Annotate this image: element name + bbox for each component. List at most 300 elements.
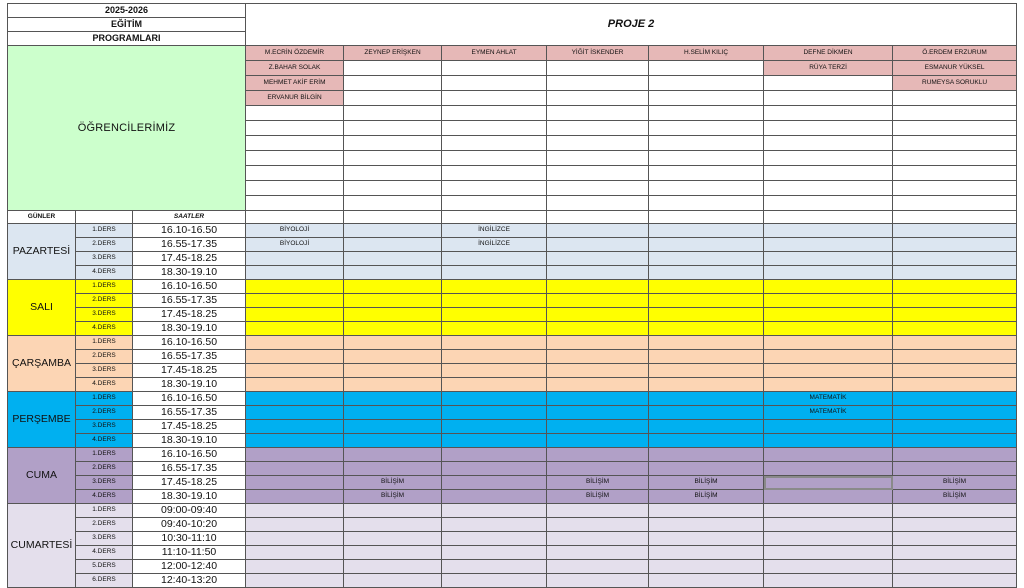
student-cell[interactable] [344,166,442,181]
student-cell[interactable]: MEHMET AKİF ERİM [246,76,344,91]
student-cell[interactable] [547,91,649,106]
subject-cell[interactable] [649,364,764,378]
lesson-number[interactable]: 3.DERS [76,532,133,546]
subject-cell[interactable] [764,238,893,252]
hours-header[interactable]: SAATLER [133,211,246,224]
student-cell[interactable] [344,196,442,211]
subject-cell[interactable] [442,490,547,504]
student-cell[interactable] [547,76,649,91]
student-cell[interactable] [764,91,893,106]
subject-cell[interactable] [764,364,893,378]
subject-cell[interactable] [764,336,893,350]
header-cell[interactable] [547,211,649,224]
lesson-time[interactable]: 12:00-12:40 [133,560,246,574]
subject-cell[interactable] [246,476,344,490]
student-cell[interactable] [764,196,893,211]
subject-cell[interactable] [893,406,1017,420]
header-cell[interactable] [344,211,442,224]
subject-cell[interactable] [547,350,649,364]
subject-cell[interactable] [442,336,547,350]
day-label[interactable]: PAZARTESİ [8,224,76,280]
subject-cell[interactable] [442,308,547,322]
header-cell[interactable] [246,211,344,224]
lesson-time[interactable]: 16.55-17.35 [133,238,246,252]
student-cell[interactable] [246,166,344,181]
lesson-number[interactable]: 3.DERS [76,308,133,322]
subject-cell[interactable] [764,378,893,392]
student-cell[interactable] [893,121,1017,136]
lesson-time[interactable]: 16.10-16.50 [133,336,246,350]
subject-cell[interactable] [547,364,649,378]
student-cell[interactable] [442,106,547,121]
lesson-time[interactable]: 18.30-19.10 [133,490,246,504]
subject-cell[interactable] [246,308,344,322]
subject-cell[interactable] [442,280,547,294]
student-cell[interactable] [442,166,547,181]
student-cell[interactable] [246,106,344,121]
subject-cell[interactable] [649,322,764,336]
subject-cell[interactable] [547,252,649,266]
subject-cell[interactable] [344,224,442,238]
subject-cell[interactable] [764,266,893,280]
subject-cell[interactable] [344,378,442,392]
subject-cell[interactable] [442,532,547,546]
subject-cell[interactable] [649,420,764,434]
header-cell[interactable] [442,211,547,224]
subject-cell[interactable] [893,504,1017,518]
lesson-time[interactable]: 18.30-19.10 [133,378,246,392]
student-cell[interactable]: RÜYA TERZİ [764,61,893,76]
subject-cell[interactable] [764,308,893,322]
student-cell[interactable] [893,91,1017,106]
subject-cell[interactable] [442,364,547,378]
subject-cell[interactable] [893,448,1017,462]
subject-cell[interactable] [764,252,893,266]
student-cell[interactable] [442,76,547,91]
subject-cell[interactable] [344,336,442,350]
student-cell[interactable] [344,61,442,76]
subject-cell[interactable] [547,518,649,532]
subject-cell[interactable] [442,560,547,574]
lesson-number[interactable]: 4.DERS [76,378,133,392]
student-cell[interactable] [442,196,547,211]
lesson-time[interactable]: 16.10-16.50 [133,392,246,406]
lesson-time[interactable]: 18.30-19.10 [133,434,246,448]
subject-cell[interactable] [649,504,764,518]
student-cell[interactable] [649,181,764,196]
lesson-time[interactable]: 17.45-18.25 [133,308,246,322]
subject-cell[interactable] [649,518,764,532]
subject-cell[interactable] [246,294,344,308]
subject-cell[interactable] [649,350,764,364]
student-cell[interactable] [893,196,1017,211]
subject-cell[interactable] [649,574,764,588]
subject-cell[interactable] [442,546,547,560]
subject-cell[interactable] [547,336,649,350]
subject-cell[interactable] [893,518,1017,532]
subject-cell[interactable] [344,364,442,378]
lesson-number[interactable]: 4.DERS [76,266,133,280]
day-label[interactable]: ÇARŞAMBA [8,336,76,392]
subject-cell[interactable] [547,378,649,392]
subject-cell[interactable] [246,560,344,574]
subject-cell[interactable] [442,322,547,336]
subject-cell[interactable]: BİLİŞİM [649,490,764,504]
subject-cell[interactable]: BİYOLOJİ [246,238,344,252]
subject-cell[interactable] [547,560,649,574]
student-cell[interactable] [344,181,442,196]
subject-cell[interactable] [764,462,893,476]
subject-cell[interactable] [547,546,649,560]
subject-cell[interactable]: BİLİŞİM [344,476,442,490]
student-cell[interactable] [649,106,764,121]
student-cell[interactable] [649,166,764,181]
subject-cell[interactable]: BİLİŞİM [893,476,1017,490]
subject-cell[interactable] [344,406,442,420]
lesson-number[interactable]: 2.DERS [76,294,133,308]
lesson-number[interactable]: 1.DERS [76,448,133,462]
subject-cell[interactable] [649,462,764,476]
student-cell[interactable] [764,181,893,196]
lesson-time[interactable]: 09:40-10:20 [133,518,246,532]
subject-cell[interactable] [893,238,1017,252]
subject-cell[interactable]: BİLİŞİM [344,490,442,504]
lesson-number[interactable]: 2.DERS [76,238,133,252]
lesson-number[interactable]: 1.DERS [76,336,133,350]
subject-cell[interactable] [893,280,1017,294]
student-cell[interactable] [344,121,442,136]
student-cell[interactable] [764,166,893,181]
subject-cell[interactable] [442,574,547,588]
day-label[interactable]: SALI [8,280,76,336]
subject-cell[interactable] [547,434,649,448]
student-cell[interactable] [344,151,442,166]
subject-cell[interactable] [547,280,649,294]
student-cell[interactable]: ZEYNEP ERİŞKEN [344,46,442,61]
lesson-number[interactable]: 4.DERS [76,434,133,448]
students-label[interactable]: ÖĞRENCİLERİMİZ [8,46,246,211]
student-cell[interactable]: EYMEN AHLAT [442,46,547,61]
subject-cell[interactable] [893,364,1017,378]
subject-cell[interactable] [246,462,344,476]
subject-cell[interactable] [764,448,893,462]
day-label[interactable]: CUMARTESİ [8,504,76,588]
subject-cell[interactable] [442,266,547,280]
days-header[interactable]: GÜNLER [8,211,76,224]
subject-cell[interactable] [764,434,893,448]
student-cell[interactable] [893,181,1017,196]
lesson-time[interactable]: 16.55-17.35 [133,294,246,308]
subject-cell[interactable] [442,378,547,392]
lesson-number[interactable]: 6.DERS [76,574,133,588]
student-cell[interactable] [344,106,442,121]
day-label[interactable]: CUMA [8,448,76,504]
lesson-time[interactable]: 18.30-19.10 [133,322,246,336]
lesson-number[interactable]: 2.DERS [76,406,133,420]
subject-cell[interactable] [442,518,547,532]
subject-cell[interactable] [246,490,344,504]
subject-cell[interactable] [442,448,547,462]
subject-cell[interactable] [893,308,1017,322]
student-cell[interactable] [649,91,764,106]
subject-cell[interactable] [442,252,547,266]
lesson-time[interactable]: 16.55-17.35 [133,406,246,420]
subject-cell[interactable] [649,378,764,392]
subject-cell[interactable] [764,560,893,574]
subject-cell[interactable] [649,392,764,406]
subject-cell[interactable]: BİYOLOJİ [246,224,344,238]
subject-cell[interactable] [344,392,442,406]
subject-cell[interactable] [764,490,893,504]
subject-cell[interactable] [893,336,1017,350]
subject-cell[interactable] [246,322,344,336]
student-cell[interactable] [764,106,893,121]
lesson-number[interactable]: 4.DERS [76,546,133,560]
lesson-time[interactable]: 16.10-16.50 [133,448,246,462]
header-cell[interactable] [764,211,893,224]
subject-cell[interactable] [547,504,649,518]
subject-cell[interactable]: İNGİLİZCE [442,238,547,252]
subject-cell[interactable] [764,224,893,238]
student-cell[interactable]: Ö.ERDEM ERZURUM [893,46,1017,61]
lesson-number[interactable]: 3.DERS [76,364,133,378]
subject-cell[interactable] [344,560,442,574]
lesson-number[interactable]: 3.DERS [76,420,133,434]
subject-cell[interactable] [442,504,547,518]
subject-cell[interactable] [547,574,649,588]
lesson-time[interactable]: 17.45-18.25 [133,364,246,378]
subject-cell[interactable] [764,420,893,434]
subject-cell[interactable] [246,504,344,518]
subject-cell[interactable] [246,532,344,546]
student-cell[interactable] [246,181,344,196]
subject-cell[interactable] [246,434,344,448]
subject-cell[interactable] [246,448,344,462]
subject-cell[interactable] [764,476,893,490]
student-cell[interactable] [344,76,442,91]
student-cell[interactable] [649,196,764,211]
subject-cell[interactable] [246,336,344,350]
student-cell[interactable] [246,121,344,136]
subject-cell[interactable] [649,336,764,350]
student-cell[interactable] [442,181,547,196]
day-label[interactable]: PERŞEMBE [8,392,76,448]
subject-cell[interactable] [547,322,649,336]
subject-cell[interactable] [246,252,344,266]
subject-cell[interactable] [442,350,547,364]
subject-cell[interactable] [344,280,442,294]
student-cell[interactable] [547,196,649,211]
student-cell[interactable] [893,106,1017,121]
lesson-time[interactable]: 16.55-17.35 [133,350,246,364]
student-cell[interactable] [442,136,547,151]
student-cell[interactable]: YİĞİT İSKENDER [547,46,649,61]
subject-cell[interactable] [246,378,344,392]
lesson-number[interactable]: 3.DERS [76,476,133,490]
lesson-time[interactable]: 17.45-18.25 [133,252,246,266]
lesson-number[interactable]: 1.DERS [76,504,133,518]
subject-cell[interactable] [649,406,764,420]
lesson-number[interactable]: 1.DERS [76,392,133,406]
subject-cell[interactable] [764,518,893,532]
subject-cell[interactable] [649,434,764,448]
subject-cell[interactable] [246,406,344,420]
subject-cell[interactable] [344,434,442,448]
student-cell[interactable] [547,61,649,76]
student-cell[interactable] [547,121,649,136]
subject-cell[interactable] [649,238,764,252]
student-cell[interactable] [344,136,442,151]
subject-cell[interactable] [344,504,442,518]
subject-cell[interactable] [893,420,1017,434]
subject-cell[interactable] [547,406,649,420]
subject-cell[interactable]: İNGİLİZCE [442,224,547,238]
student-cell[interactable]: H.SELİM KILIÇ [649,46,764,61]
subject-cell[interactable] [547,224,649,238]
subject-cell[interactable] [547,532,649,546]
student-cell[interactable] [547,181,649,196]
program-title-line2[interactable]: PROGRAMLARI [8,32,246,46]
subject-cell[interactable] [893,378,1017,392]
lesson-time[interactable]: 17.45-18.25 [133,420,246,434]
subject-cell[interactable] [547,308,649,322]
subject-cell[interactable] [344,546,442,560]
student-cell[interactable] [442,151,547,166]
subject-cell[interactable]: BİLİŞİM [649,476,764,490]
subject-cell[interactable] [649,224,764,238]
subject-cell[interactable] [442,392,547,406]
subject-cell[interactable] [893,252,1017,266]
subject-cell[interactable] [246,574,344,588]
lesson-number[interactable]: 5.DERS [76,560,133,574]
student-cell[interactable] [764,121,893,136]
subject-cell[interactable] [344,266,442,280]
subject-cell[interactable] [442,420,547,434]
student-cell[interactable] [246,196,344,211]
subject-cell[interactable] [649,532,764,546]
subject-cell[interactable] [893,294,1017,308]
lesson-number[interactable]: 3.DERS [76,252,133,266]
subject-cell[interactable] [547,448,649,462]
subject-cell[interactable] [893,462,1017,476]
student-cell[interactable] [893,136,1017,151]
subject-cell[interactable] [893,350,1017,364]
subject-cell[interactable] [893,434,1017,448]
subject-cell[interactable] [893,532,1017,546]
subject-cell[interactable] [649,280,764,294]
subject-cell[interactable] [344,420,442,434]
subject-cell[interactable] [547,266,649,280]
student-cell[interactable] [649,76,764,91]
student-cell[interactable]: Z.BAHAR SOLAK [246,61,344,76]
subject-cell[interactable] [344,574,442,588]
subject-cell[interactable] [344,238,442,252]
subject-cell[interactable] [547,294,649,308]
subject-cell[interactable] [344,518,442,532]
student-cell[interactable] [893,151,1017,166]
subject-cell[interactable] [442,434,547,448]
student-cell[interactable] [547,136,649,151]
student-cell[interactable] [442,91,547,106]
subject-cell[interactable] [547,462,649,476]
student-cell[interactable] [764,151,893,166]
subject-cell[interactable] [649,546,764,560]
subject-cell[interactable] [764,294,893,308]
subject-cell[interactable] [893,546,1017,560]
student-cell[interactable] [442,121,547,136]
subject-cell[interactable] [246,350,344,364]
student-cell[interactable]: ERVANUR BİLGİN [246,91,344,106]
subject-cell[interactable] [764,280,893,294]
subject-cell[interactable] [893,266,1017,280]
lesson-number[interactable]: 4.DERS [76,322,133,336]
lesson-number[interactable]: 2.DERS [76,350,133,364]
student-cell[interactable] [442,61,547,76]
subject-cell[interactable] [764,350,893,364]
subject-cell[interactable]: MATEMATİK [764,392,893,406]
subject-cell[interactable] [893,574,1017,588]
subject-cell[interactable] [764,574,893,588]
student-cell[interactable] [893,166,1017,181]
subject-cell[interactable]: BİLİŞİM [547,476,649,490]
lesson-time[interactable]: 16.55-17.35 [133,462,246,476]
lesson-number[interactable]: 2.DERS [76,518,133,532]
student-cell[interactable]: RUMEYSA SORUKLU [893,76,1017,91]
subject-cell[interactable] [764,322,893,336]
student-cell[interactable] [344,91,442,106]
subject-cell[interactable] [893,224,1017,238]
subject-cell[interactable] [547,238,649,252]
subject-cell[interactable] [246,280,344,294]
lesson-time[interactable]: 16.10-16.50 [133,224,246,238]
lesson-time[interactable]: 09:00-09:40 [133,504,246,518]
subject-cell[interactable] [547,392,649,406]
subject-cell[interactable]: BİLİŞİM [893,490,1017,504]
subject-cell[interactable] [893,392,1017,406]
subject-cell[interactable] [442,462,547,476]
subject-cell[interactable] [344,294,442,308]
subject-cell[interactable] [344,308,442,322]
subject-cell[interactable] [246,546,344,560]
lesson-number[interactable]: 1.DERS [76,224,133,238]
subject-cell[interactable] [764,546,893,560]
lesson-time[interactable]: 10:30-11:10 [133,532,246,546]
header-cell[interactable] [649,211,764,224]
subject-cell[interactable] [246,392,344,406]
subject-cell[interactable] [649,294,764,308]
student-cell[interactable] [764,76,893,91]
subject-cell[interactable] [344,448,442,462]
subject-cell[interactable] [764,532,893,546]
subject-cell[interactable] [246,364,344,378]
lesson-number[interactable]: 4.DERS [76,490,133,504]
student-cell[interactable] [649,61,764,76]
subject-cell[interactable] [344,322,442,336]
student-cell[interactable]: M.ECRİN ÖZDEMİR [246,46,344,61]
subject-cell[interactable] [246,420,344,434]
subject-cell[interactable] [442,476,547,490]
subject-cell[interactable] [246,518,344,532]
student-cell[interactable] [547,106,649,121]
lesson-header[interactable] [76,211,133,224]
student-cell[interactable] [547,151,649,166]
student-cell[interactable] [547,166,649,181]
student-cell[interactable] [649,151,764,166]
subject-cell[interactable] [893,560,1017,574]
subject-cell[interactable] [649,252,764,266]
project-title[interactable]: PROJE 2 [246,4,1017,46]
program-title-line1[interactable]: EĞİTİM [8,18,246,32]
